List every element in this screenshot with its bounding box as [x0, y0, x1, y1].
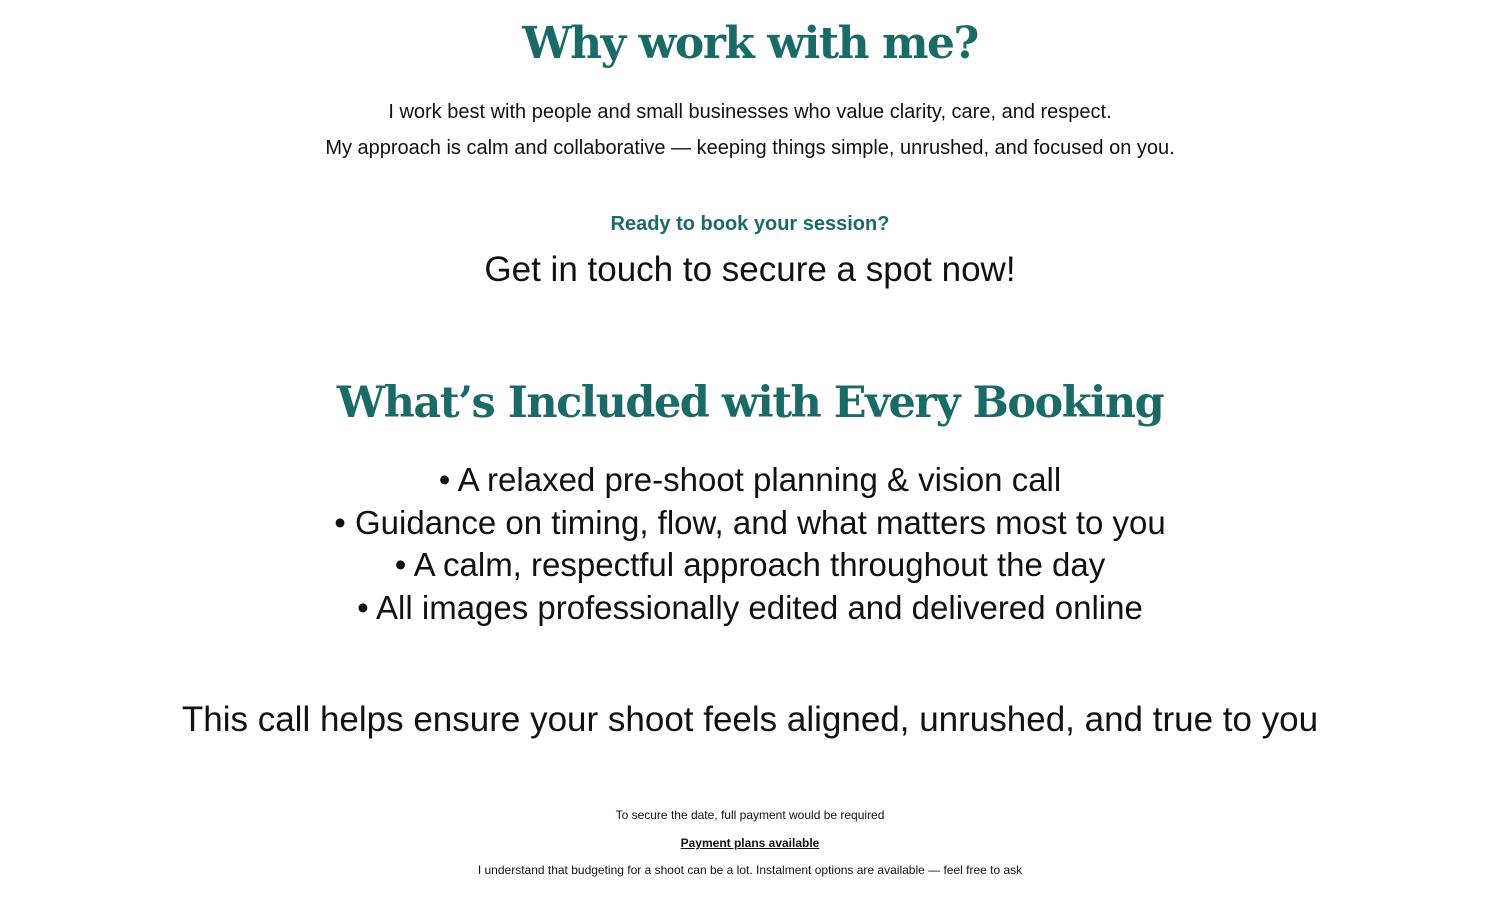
- booking-cta-label: Ready to book your session?: [610, 213, 890, 235]
- budget-note-text: I understand that budgeting for a shoot can be a lot. Instalment options are available — feel free to ask: [477, 863, 1023, 877]
- call-benefit-text: This call helps ensure your shoot feels aligned, unrushed, and true to you: [181, 700, 1319, 739]
- included-items-list: [0, 459, 1500, 629]
- payment-required-text: To secure the date, full payment would be required: [615, 808, 885, 822]
- why-work-with-me-heading: Why work with me?: [522, 18, 978, 69]
- included-item: • A relaxed pre-shoot planning & vision call: [438, 461, 1062, 498]
- intro-text-line: My approach is calm and collaborative — keeping things simple, unrushed, and focused on you.: [325, 137, 1175, 159]
- included-item: • A calm, respectful approach throughout the day: [394, 546, 1106, 583]
- booking-cta-text: Get in touch to secure a spot now!: [484, 250, 1016, 289]
- included-item: • Guidance on timing, flow, and what matters most to you: [334, 503, 1166, 541]
- whats-included-heading: What’s Included with Every Booking: [336, 378, 1164, 428]
- included-item: • All images professionally edited and delivered online: [357, 588, 1143, 626]
- payment-plans-link[interactable]: Payment plans available: [680, 836, 820, 850]
- intro-text-line: I work best with people and small businesses who value clarity, care, and respect.: [388, 101, 1112, 123]
